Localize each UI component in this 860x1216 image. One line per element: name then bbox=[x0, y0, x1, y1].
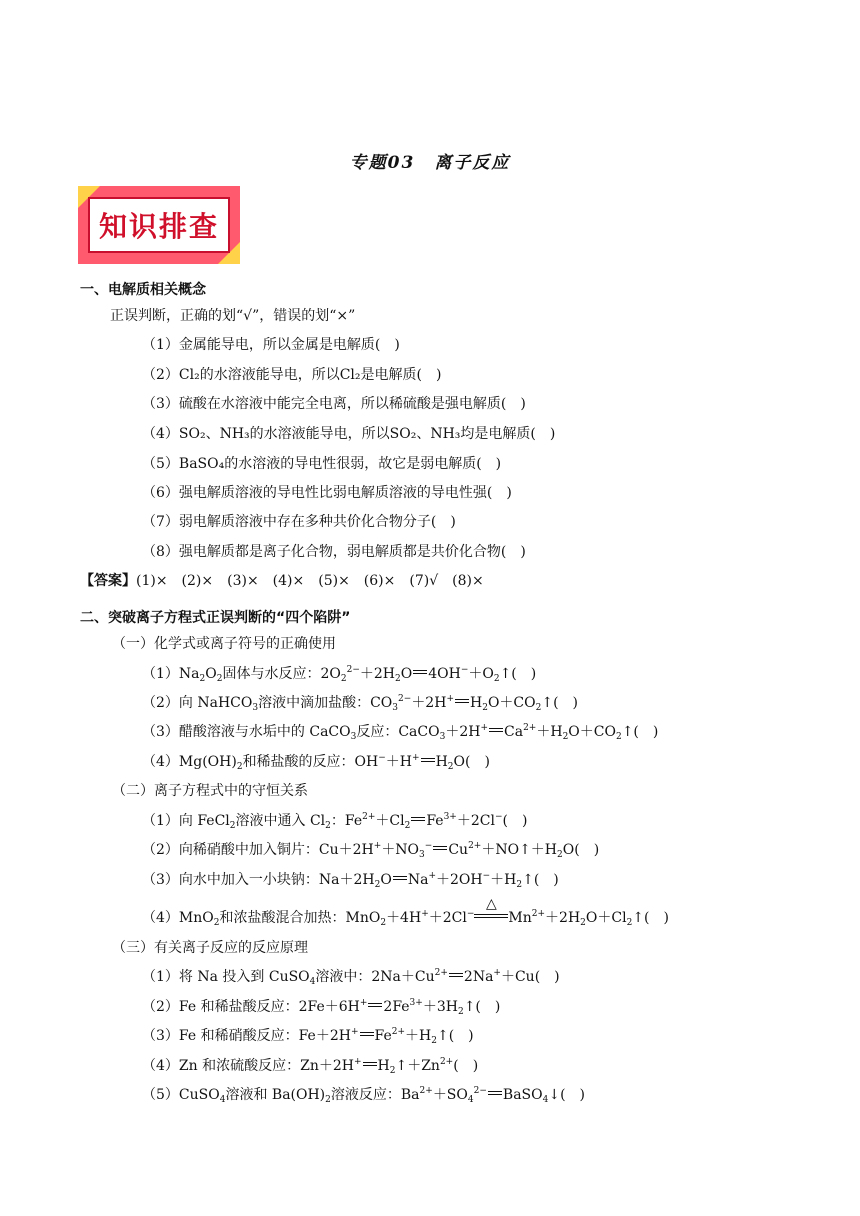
s2-3-item-4: （4）Zn 和浓硫酸反应：Zn＋2H+ $H_2↑+Zn^{2+}$( ) bbox=[142, 1057, 479, 1076]
s2-1-item-1: $(1)Na_2O_2$固体与水反应：$2O_2^{2-}+2H_2O$ $4OH^-+O_2↑$( ) bbox=[142, 665, 537, 684]
s1-item-7: （7）弱电解质溶液中存在多种共价化合物分子( ) bbox=[142, 514, 456, 530]
section-banner bbox=[78, 186, 240, 264]
s1-item-4: （4）SO₂、NH₃的水溶液能导电，所以SO₂、NH₃均是电解质( ) bbox=[142, 426, 556, 442]
subsection-1-title: （一）化学式或离子符号的正确使用 bbox=[112, 636, 336, 652]
s2-3-item-5: （5）CuSO$_4$溶液和 $Ba(OH)_2$溶液反应：$Ba^{2+}+SO_4^{2-}$ BaSO$_4$↓( ) bbox=[142, 1086, 585, 1105]
section-1-intro: 正误判断，正确的划“√”，错误的划“×” bbox=[110, 308, 356, 324]
heating-condition bbox=[474, 896, 508, 928]
s2-3-item-3: （3）Fe 和稀硝酸反应：Fe＋2H+ $Fe^{2+}+H_2↑$( ) bbox=[142, 1027, 474, 1046]
subsection-2-title: （二）离子方程式中的守恒关系 bbox=[112, 783, 308, 799]
subsection-3-title: （三）有关离子反应的反应原理 bbox=[112, 940, 308, 956]
s1-item-5: （5）BaSO₄的水溶液的导电性很弱，故它是弱电解质( ) bbox=[142, 456, 502, 472]
answer-row bbox=[80, 571, 484, 591]
s2-1-item-2: （2）向 NaHCO$_3$溶液中滴加盐酸：$CO_3^{2-}+2H^+$ $H_2O+CO_2↑$( ) bbox=[142, 694, 578, 713]
section-1-heading: 一、电解质相关概念 bbox=[80, 282, 206, 298]
s1-item-1: （1）金属能导电，所以金属是电解质( ) bbox=[142, 337, 400, 353]
s2-2-item-1: （1）向 FeCl$_2$溶液中通入 $Cl_2$：$Fe^{2+}+Cl_2$ $Fe^{3+}+2Cl^-$( ) bbox=[142, 812, 528, 831]
answer-label: 【答案】 bbox=[80, 573, 136, 589]
section-2-heading: 二、突破离子方程式正误判断的“四个陷阱” bbox=[80, 610, 351, 626]
s2-3-item-1: （1）将 Na 投入到 CuSO$_4$溶液中：$2Na+Cu^{2+}$ 2Na+＋Cu( ) bbox=[142, 968, 560, 987]
s2-3-item-2: （2）Fe 和稀盐酸反应：2Fe＋6H+ $2Fe^{3+}+3H_2↑$( ) bbox=[142, 998, 501, 1017]
s2-1-item-3: （3）醋酸溶液与水垢中的 CaCO$_3$反应：CaCO$_3$＋2H+ $Ca^{2+}+H_2O+CO_2↑$( ) bbox=[142, 723, 659, 742]
banner-frame bbox=[88, 197, 230, 253]
s1-item-6: （6）强电解质溶液的导电性比弱电解质溶液的导电性强( ) bbox=[142, 485, 512, 501]
s2-2-item-2: （2）向稀硝酸中加入铜片：$Cu+2H^++NO_3^-$ $Cu^{2+}+NO↑+H_2O$( ) bbox=[142, 841, 600, 860]
s1-item-8: （8）强电解质都是离子化合物，弱电解质都是共价化合物( ) bbox=[142, 544, 526, 560]
s1-item-2: （2）Cl₂的水溶液能导电，所以Cl₂是电解质( ) bbox=[142, 367, 442, 383]
banner-label: 知识排查 bbox=[98, 210, 219, 243]
page-title: 专题03 离子反应 bbox=[349, 153, 511, 173]
s2-2-item-3: （3）向水中加入一小块钠：$Na+2H_2O$ $Na^++2OH^-+H_2↑$( ) bbox=[142, 871, 559, 890]
s2-1-item-4: $(4)Mg(OH)_2$和稀盐酸的反应：OH−＋H+ $H_2O$( ) bbox=[142, 753, 490, 772]
s2-2-item-4: （4）MnO$_2$和浓盐酸混合加热：MnO$_2$＋4H+＋2Cl− △ $Mn^{2+}+2H_2O+Cl_2↑$( ) bbox=[142, 896, 669, 928]
answer-text: (1)× (2)× (3)× (4)× (5)× (6)× (7)√ (8)× bbox=[136, 573, 484, 589]
s1-item-3: （3）硫酸在水溶液中能完全电离，所以稀硫酸是强电解质( ) bbox=[142, 396, 526, 412]
heat-triangle-icon: △ bbox=[486, 896, 497, 912]
